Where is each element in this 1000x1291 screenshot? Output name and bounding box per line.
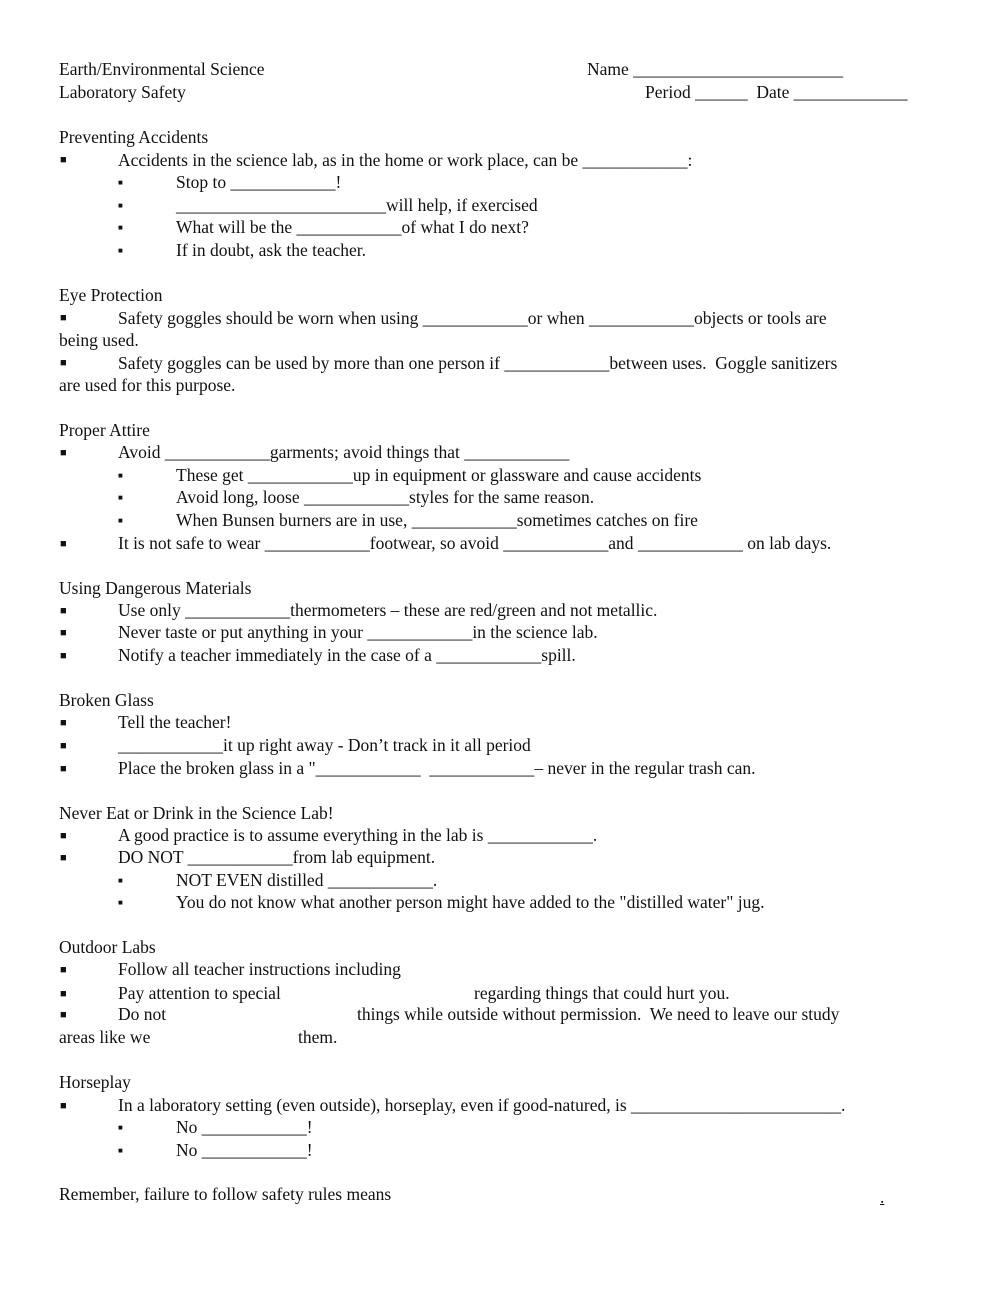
course-title: Earth/Environmental Science [59, 59, 265, 79]
list-item-tail: regarding things that could hurt you. [474, 983, 730, 1003]
sub-list-item: ________________________will help, if exercised [176, 195, 538, 215]
bullet-icon: ■ [60, 627, 67, 639]
sub-list-item: What will be the ____________of what I do next? [176, 217, 529, 237]
bullet-icon: ■ [60, 988, 67, 1000]
section-title-eat-drink: Never Eat or Drink in the Science Lab! [59, 803, 334, 823]
sub-list-item: Avoid long, loose ____________styles for the same reason. [176, 487, 595, 507]
bullet-icon: ■ [60, 964, 67, 976]
sub-bullet-icon: ■ [118, 1123, 123, 1132]
list-item: Pay attention to special [118, 983, 281, 1003]
sub-bullet-icon: ■ [118, 178, 123, 187]
list-item: Tell the teacher! [118, 712, 232, 732]
sub-list-item: No ____________! [176, 1140, 313, 1160]
bullet-icon: ■ [60, 740, 67, 752]
sub-bullet-icon: ■ [118, 898, 123, 907]
section-title-preventing-accidents: Preventing Accidents [59, 127, 209, 147]
section-title-horseplay: Horseplay [59, 1072, 131, 1092]
list-item: ____________it up right away - Don’t track in it all period [118, 735, 531, 755]
list-item: Follow all teacher instructions including [118, 959, 401, 979]
list-item: Use only ____________thermometers – these are red/green and not metallic. [118, 600, 658, 620]
sub-list-item: If in doubt, ask the teacher. [176, 240, 367, 260]
section-title-broken-glass: Broken Glass [59, 690, 154, 710]
sub-bullet-icon: ■ [118, 201, 123, 210]
list-item: Place the broken glass in a "____________ ____________– never in the regular trash can. [118, 758, 756, 778]
sub-bullet-icon: ■ [118, 1146, 123, 1155]
bullet-icon: ■ [60, 447, 67, 459]
sub-bullet-icon: ■ [118, 471, 123, 480]
sub-bullet-icon: ■ [118, 223, 123, 232]
sub-list-item: Stop to ____________! [176, 172, 342, 192]
bullet-icon: ■ [60, 154, 67, 166]
sub-list-item: You do not know what another person might have added to the "distilled water" jug. [176, 892, 765, 912]
sub-list-item: NOT EVEN distilled ____________. [176, 870, 438, 890]
section-title-dangerous-materials: Using Dangerous Materials [59, 578, 252, 598]
bullet-icon: ■ [60, 852, 67, 864]
bullet-icon: ■ [60, 763, 67, 775]
list-item: In a laboratory setting (even outside), horseplay, even if good-natured, is ________________________. [118, 1095, 846, 1115]
sub-list-item: No ____________! [176, 1117, 313, 1137]
list-item: Avoid ____________garments; avoid things that ____________ [118, 442, 570, 462]
topic-title: Laboratory Safety [59, 82, 186, 102]
list-item: Notify a teacher immediately in the case of a ____________spill. [118, 645, 576, 665]
list-item: A good practice is to assume everything in the lab is ____________. [118, 825, 598, 845]
bullet-icon: ■ [60, 650, 67, 662]
list-item-continuation: being used. [59, 330, 139, 350]
sub-bullet-icon: ■ [118, 246, 123, 255]
bullet-icon: ■ [60, 538, 67, 550]
period-date-field: Period ______ Date _____________ [645, 82, 908, 102]
list-item: Safety goggles can be used by more than one person if ____________between uses. Goggle sanitizers [118, 353, 838, 373]
sub-bullet-icon: ■ [118, 493, 123, 502]
list-item-tail: things while outside without permission. We need to leave our study [357, 1004, 840, 1024]
list-item-tail: them. [298, 1027, 338, 1047]
bullet-icon: ■ [60, 717, 67, 729]
list-item-continuation: are used for this purpose. [59, 375, 236, 395]
list-item-continuation: areas like we [59, 1027, 151, 1047]
bullet-icon: ■ [60, 1100, 67, 1112]
bullet-icon: ■ [60, 312, 67, 324]
sub-list-item: These get ____________up in equipment or glassware and cause accidents [176, 465, 702, 485]
list-item: DO NOT ____________from lab equipment. [118, 847, 436, 867]
footer-reminder: Remember, failure to follow safety rules means [59, 1184, 392, 1204]
name-field-label: Name ________________________ [587, 59, 844, 79]
sub-list-item: When Bunsen burners are in use, ____________sometimes catches on fire [176, 510, 698, 530]
section-title-eye-protection: Eye Protection [59, 285, 163, 305]
footer-mark: . [880, 1187, 885, 1207]
sub-bullet-icon: ■ [118, 516, 123, 525]
list-item: Safety goggles should be worn when using ____________or when ____________objects or tools are [118, 308, 827, 328]
section-title-outdoor-labs: Outdoor Labs [59, 937, 156, 957]
sub-bullet-icon: ■ [118, 876, 123, 885]
section-title-proper-attire: Proper Attire [59, 420, 150, 440]
bullet-icon: ■ [60, 357, 67, 369]
bullet-icon: ■ [60, 605, 67, 617]
list-item: Never taste or put anything in your ____________in the science lab. [118, 622, 598, 642]
list-item: It is not safe to wear ____________footwear, so avoid ____________and ____________ on lab days. [118, 533, 832, 553]
list-item: Do not [118, 1004, 167, 1024]
bullet-icon: ■ [60, 830, 67, 842]
bullet-icon: ■ [60, 1009, 67, 1021]
list-item: Accidents in the science lab, as in the home or work place, can be ____________: [118, 150, 693, 170]
